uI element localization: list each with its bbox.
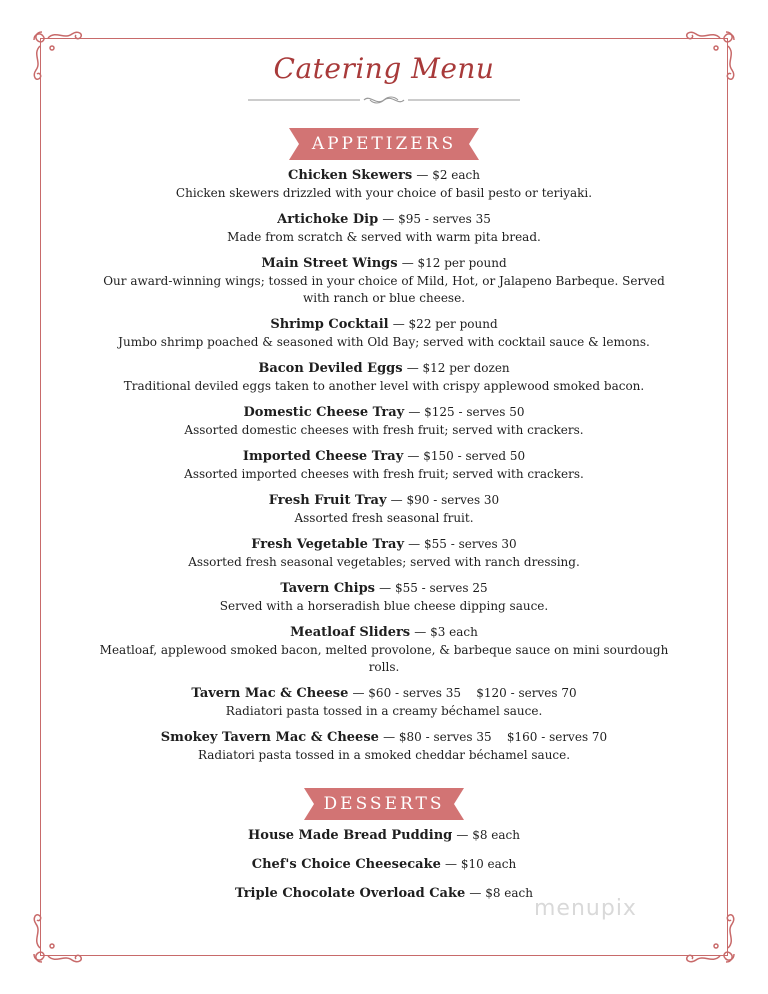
list-item	[90, 491, 678, 527]
item-description: Assorted imported cheeses with fresh fruit; served with crackers.	[184, 467, 584, 481]
title-divider-ornament	[248, 92, 520, 108]
item-price: — $12 per dozen	[406, 361, 510, 375]
item-description: Served with a horseradish blue cheese dipping sauce.	[219, 599, 549, 613]
item-name: Domestic Cheese Tray	[243, 405, 405, 420]
page-title: Catering Menu	[273, 52, 495, 85]
item-price: — $60 - serves 35 $120 - serves 70	[352, 686, 577, 700]
item-price: — $2 each	[416, 168, 480, 182]
appetizers-list	[90, 166, 678, 772]
item-name: House Made Bread Pudding	[247, 828, 453, 843]
item-description: Assorted fresh seasonal fruit.	[294, 511, 474, 525]
list-item	[90, 254, 678, 307]
list-item	[90, 210, 678, 246]
corner-flourish-bottom-right	[670, 898, 740, 968]
item-price: — $8 each	[456, 828, 520, 842]
appetizers-heading: APPETIZERS	[311, 134, 457, 154]
item-price: — $150 - served 50	[407, 449, 526, 463]
item-name: Tavern Chips	[280, 581, 375, 596]
item-description: Radiatori pasta tossed in a smoked cheddar béchamel sauce.	[197, 748, 571, 762]
item-name: Smokey Tavern Mac & Cheese	[160, 730, 379, 745]
item-name: Meatloaf Sliders	[290, 625, 411, 640]
desserts-heading: DESSERTS	[323, 794, 445, 814]
item-name: Triple Chocolate Overload Cake	[234, 886, 466, 901]
item-name: Artichoke Dip	[277, 212, 379, 227]
appetizers-banner	[0, 128, 768, 160]
list-item	[90, 315, 678, 351]
item-name: Bacon Deviled Eggs	[258, 361, 403, 376]
item-price: — $55 - serves 25	[379, 581, 488, 595]
item-description: Meatloaf, applewood smoked bacon, melted provolone, & barbeque sauce on mini sourdough rolls.	[99, 643, 669, 674]
list-item	[90, 403, 678, 439]
item-price: — $90 - serves 30	[390, 493, 500, 507]
item-price: — $95 - serves 35	[382, 212, 491, 226]
item-description: Chicken skewers drizzled with your choice of basil pesto or teriyaki.	[175, 186, 593, 200]
item-description: Jumbo shrimp poached & seasoned with Old Bay; served with cocktail sauce & lemons.	[118, 335, 650, 349]
item-name: Fresh Fruit Tray	[268, 493, 387, 508]
item-price: — $8 each	[469, 886, 533, 900]
item-price: — $10 each	[445, 857, 517, 871]
item-name: Tavern Mac & Cheese	[191, 686, 349, 701]
list-item	[90, 728, 678, 764]
list-item	[90, 623, 678, 676]
list-item	[90, 579, 678, 615]
item-price: — $125 - serves 50	[408, 405, 525, 419]
item-name: Shrimp Cocktail	[270, 317, 389, 332]
item-price: — $80 - serves 35 $160 - serves 70	[383, 730, 608, 744]
watermark-logo: menupix	[534, 896, 637, 921]
desserts-banner	[0, 788, 768, 820]
list-item	[90, 684, 678, 720]
item-name: Main Street Wings	[261, 256, 398, 271]
item-name: Chicken Skewers	[288, 168, 413, 183]
list-item	[90, 855, 678, 874]
corner-flourish-bottom-left	[28, 898, 98, 968]
item-description: Our award-winning wings; tossed in your choice of Mild, Hot, or Jalapeno Barbeque. Served with ranch or blue cheese.	[103, 274, 665, 305]
list-item	[90, 447, 678, 483]
item-price: — $22 per pound	[392, 317, 498, 331]
item-description: Traditional deviled eggs taken to another level with crispy applewood smoked bacon.	[123, 379, 645, 393]
item-price: — $12 per pound	[401, 256, 507, 270]
item-description: Radiatori pasta tossed in a creamy béchamel sauce.	[225, 704, 543, 718]
item-name: Chef's Choice Cheesecake	[251, 857, 441, 872]
item-description: Assorted domestic cheeses with fresh fruit; served with crackers.	[184, 423, 584, 437]
list-item	[90, 359, 678, 395]
item-price: — $3 each	[414, 625, 478, 639]
item-name: Fresh Vegetable Tray	[251, 537, 405, 552]
list-item	[90, 535, 678, 571]
list-item	[90, 166, 678, 202]
list-item	[90, 826, 678, 845]
item-description: Made from scratch & served with warm pita bread.	[227, 230, 541, 244]
item-price: — $55 - serves 30	[408, 537, 517, 551]
item-description: Assorted fresh seasonal vegetables; served with ranch dressing.	[188, 555, 580, 569]
item-name: Imported Cheese Tray	[242, 449, 404, 464]
